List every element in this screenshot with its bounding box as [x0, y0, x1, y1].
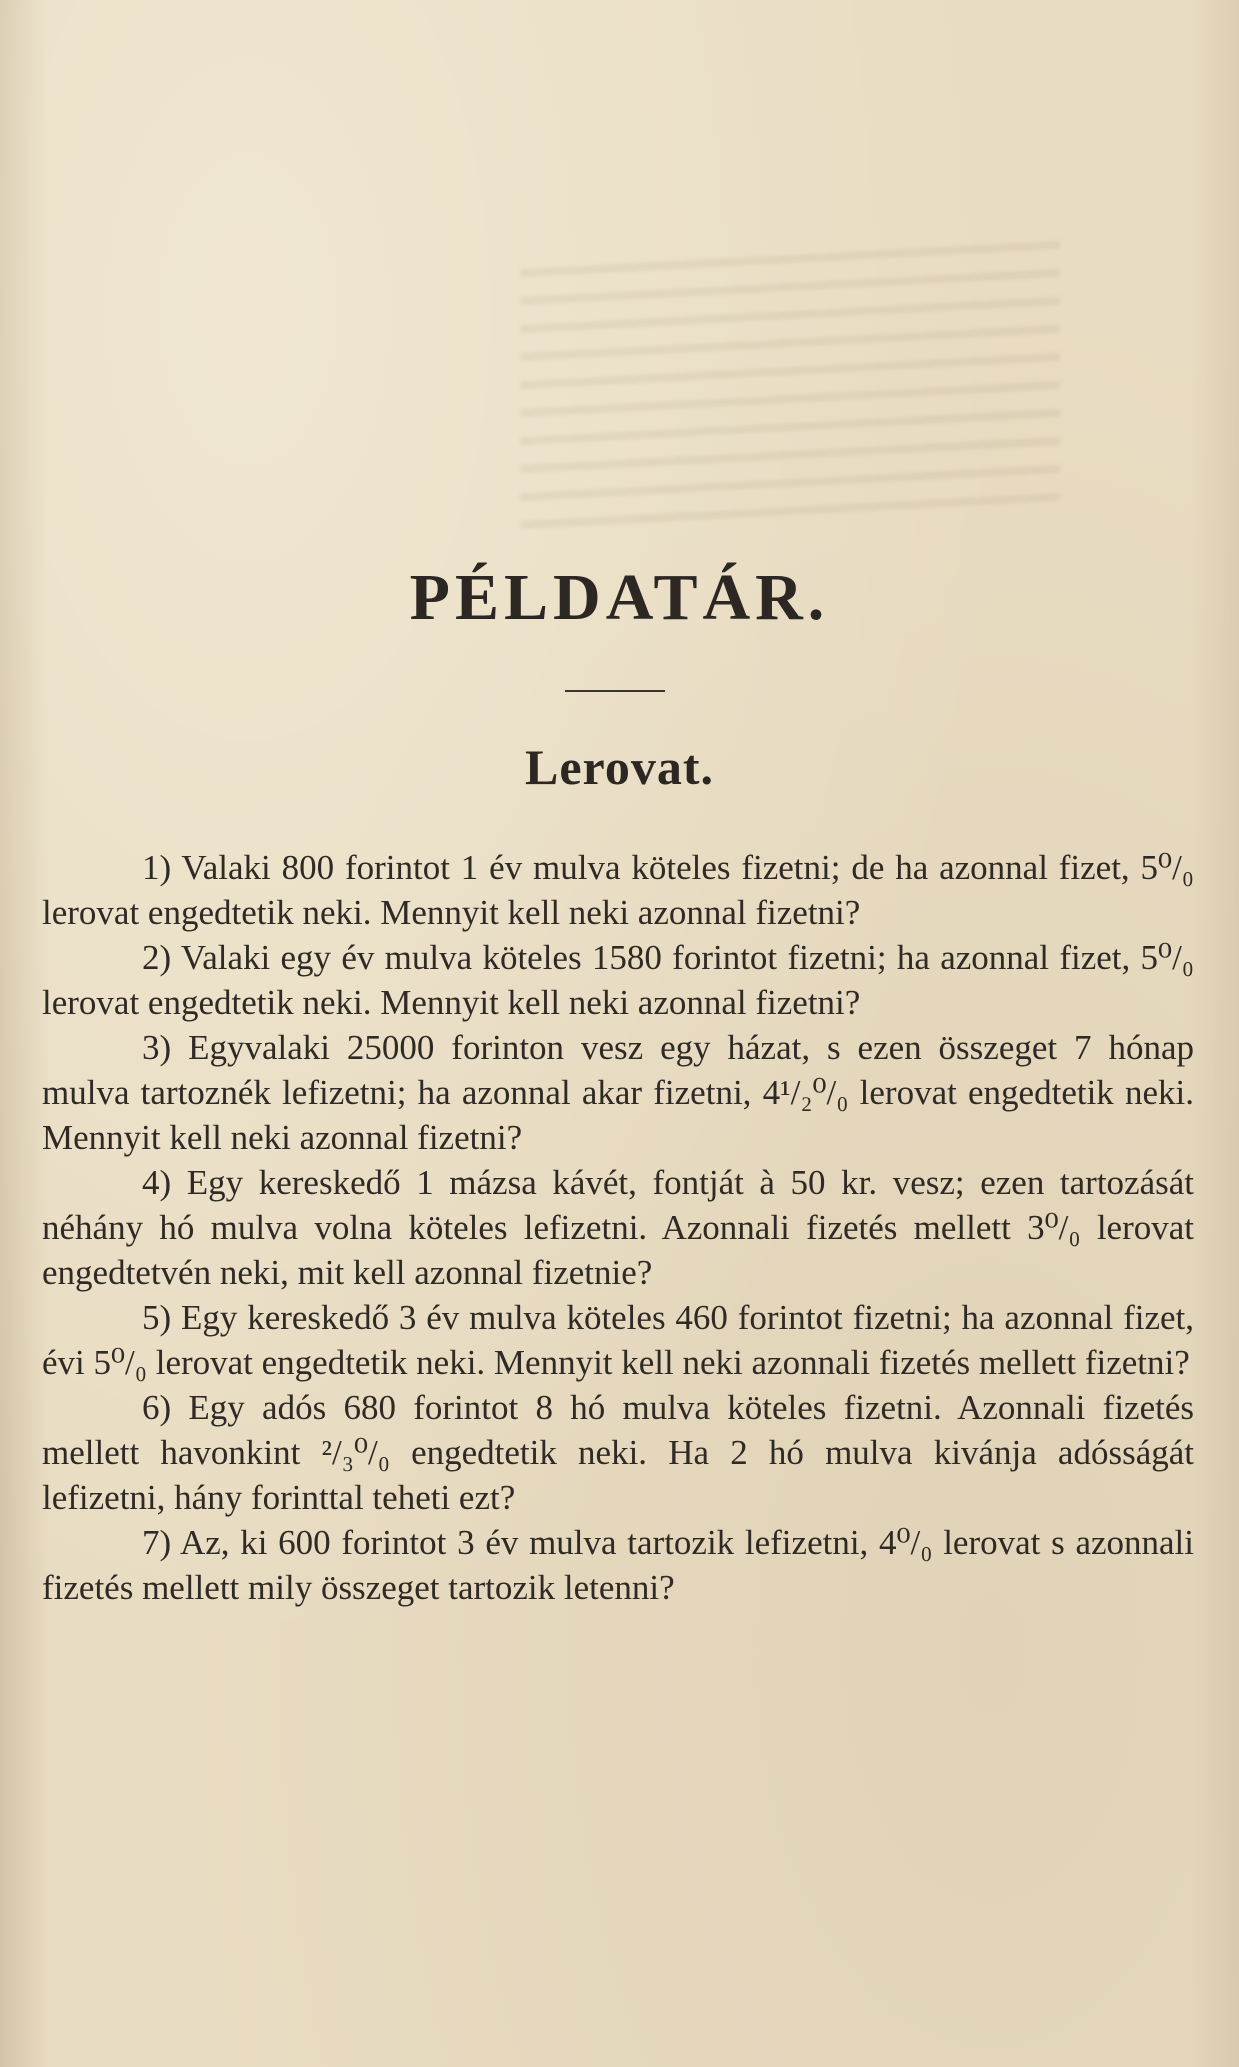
problem-4: 4) Egy kereskedő 1 mázsa kávét, fontját à 50 kr. vesz; ezen tartozását néhány hó mulva volna köteles lefizetni. Azonnali fizetés mellett 3⁰/₀ lerovat engedtetvén neki, mit kell azonnal fizetnie?	[42, 1163, 1194, 1292]
problem-2: 2) Valaki egy év mulva köteles 1580 forintot fizetni; ha azonnal fizet, 5⁰/₀ lerovat engedtetik neki. Mennyit kell neki azonnal fizetni?	[42, 938, 1194, 1022]
problem-1: 1) Valaki 800 forintot 1 év mulva köteles fizetni; de ha azonnal fizet, 5⁰/₀ lerovat engedtetik neki. Mennyit kell neki azonnal fizetni?	[42, 848, 1194, 932]
page-title: PÉLDATÁR.	[409, 561, 830, 634]
title-divider	[565, 690, 665, 692]
problem-6: 6) Egy adós 680 forintot 8 hó mulva köteles fizetni. Azonnali fizetés mellett havonkint ²/₃⁰/₀ engedtetik neki. Ha 2 hó mulva kivánja adósságát lefizetni, hány forinttal teheti ezt?	[42, 1388, 1194, 1517]
show-through-text	[520, 241, 1060, 539]
problem-7: 7) Az, ki 600 forintot 3 év mulva tartozik lefizetni, 4⁰/₀ lerovat s azonnali fizetés mellett mily összeget tartozik letenni?	[42, 1523, 1194, 1607]
problem-list	[42, 845, 1194, 1610]
problem-3: 3) Egyvalaki 25000 forinton vesz egy házat, s ezen összeget 7 hónap mulva tartoznék lefizetni; ha azonnal akar fizetni, 4¹/₂⁰/₀ lerovat engedtetik neki. Mennyit kell neki azonnal fizetni?	[42, 1028, 1194, 1157]
section-heading: Lerovat.	[525, 739, 714, 795]
problem-5: 5) Egy kereskedő 3 év mulva köteles 460 forintot fizetni; ha azonnal fizet, évi 5⁰/₀ lerovat engedtetik neki. Mennyit kell neki azonnali fizetés mellett fizetni?	[42, 1298, 1194, 1382]
